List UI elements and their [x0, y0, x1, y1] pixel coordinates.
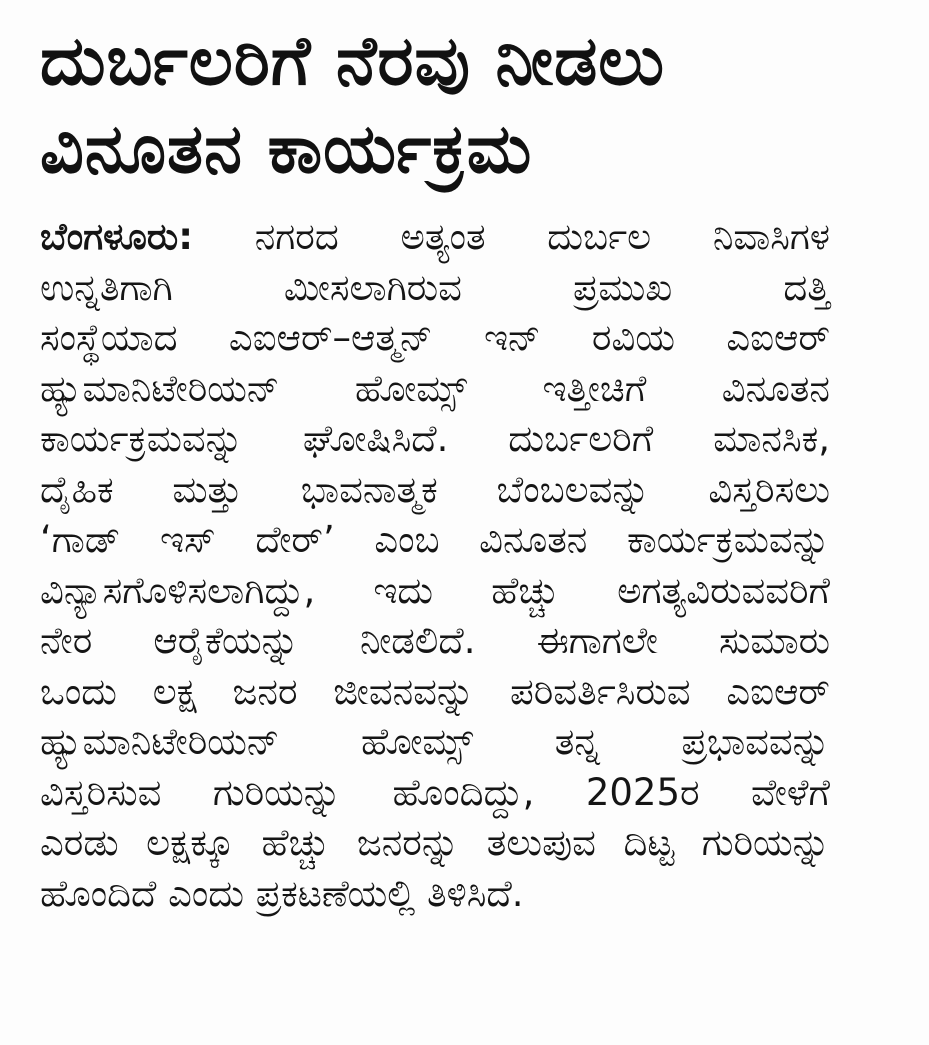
- article-line-11: ಹ್ಯುಮಾನಿಟೇರಿಯನ್ ಹೋಮ್ಸ್ ತನ್ನ ಪ್ರಭಾವವನ್ನು: [40, 720, 830, 763]
- headline-line-2: ವಿನೂತನ ಕಾರ್ಯಕ್ರಮ: [40, 110, 533, 189]
- article-line-12: ವಿಸ್ತರಿಸುವ ಗುರಿಯನ್ನು ಹೊಂದಿದ್ದು, 2025ರ ವೇಳೆಗೆ: [40, 770, 830, 814]
- article-line-5: ಕಾರ್ಯಕ್ರಮವನ್ನು ಘೋಷಿಸಿದೆ. ದುರ್ಬಲರಿಗೆ ಮಾನಸಿಕ,: [40, 417, 830, 460]
- article-line-7: ‘ಗಾಡ್ ಇಸ್ ದೇರ್’ ಎಂಬ ವಿನೂತನ ಕಾರ್ಯಕ್ರಮವನ್ನು: [40, 518, 830, 561]
- headline-line-1: ದುರ್ಬಲರಿಗೆ ನೆರವು ನೀಡಲು: [40, 22, 665, 101]
- dateline: ಬೆಂಗಳೂರು:: [40, 215, 193, 258]
- article-line-13: ಎರಡು ಲಕ್ಷಕ್ಕೂ ಹೆಚ್ಚು ಜನರನ್ನು ತಲುಪುವ ದಿಟ್ಟ ಗುರಿಯನ್ನು: [40, 821, 830, 864]
- article-body: [40, 212, 830, 919]
- article-line-3: ಸಂಸ್ಥೆಯಾದ ಎಐಆರ್–ಆತ್ಮನ್ ಇನ್ ರವಿಯ ಎಐಆರ್: [40, 316, 830, 359]
- article-line-1-text: ನಗರದ ಅತ್ಯಂತ ದುರ್ಬಲ ನಿವಾಸಿಗಳ: [254, 215, 831, 258]
- article-line-6: ದೈಹಿಕ ಮತ್ತು ಭಾವನಾತ್ಮಕ ಬೆಂಬಲವನ್ನು ವಿಸ್ತರಿಸಲು: [40, 467, 830, 511]
- article-line-8: ವಿನ್ಯಾಸಗೊಳಿಸಲಾಗಿದ್ದು, ಇದು ಹೆಚ್ಚು ಅಗತ್ಯವಿರುವವರಿಗೆ: [40, 568, 830, 612]
- article-line-1: [40, 212, 830, 263]
- article-line-2: ಉನ್ನತಿಗಾಗಿ ಮೀಸಲಾಗಿರುವ ಪ್ರಮುಖ ದತ್ತಿ: [40, 265, 830, 309]
- article-line-10: ಒಂದು ಲಕ್ಷ ಜನರ ಜೀವನವನ್ನು ಪರಿವರ್ತಿಸಿರುವ ಎಐಆರ್: [40, 669, 830, 713]
- article-line-9: ನೇರ ಆರೈಕೆಯನ್ನು ನೀಡಲಿದೆ. ಈಗಾಗಲೇ ಸುಮಾರು: [40, 619, 830, 662]
- article-line-4: ಹ್ಯುಮಾನಿಟೇರಿಯನ್ ಹೋಮ್ಸ್ ಇತ್ತೀಚಿಗೆ ವಿನೂತನ: [40, 366, 830, 410]
- article-line-14: ಹೊಂದಿದೆ ಎಂದು ಪ್ರಕಟಣೆಯಲ್ಲಿ ತಿಳಿಸಿದೆ.: [40, 871, 524, 915]
- headline: [40, 18, 900, 194]
